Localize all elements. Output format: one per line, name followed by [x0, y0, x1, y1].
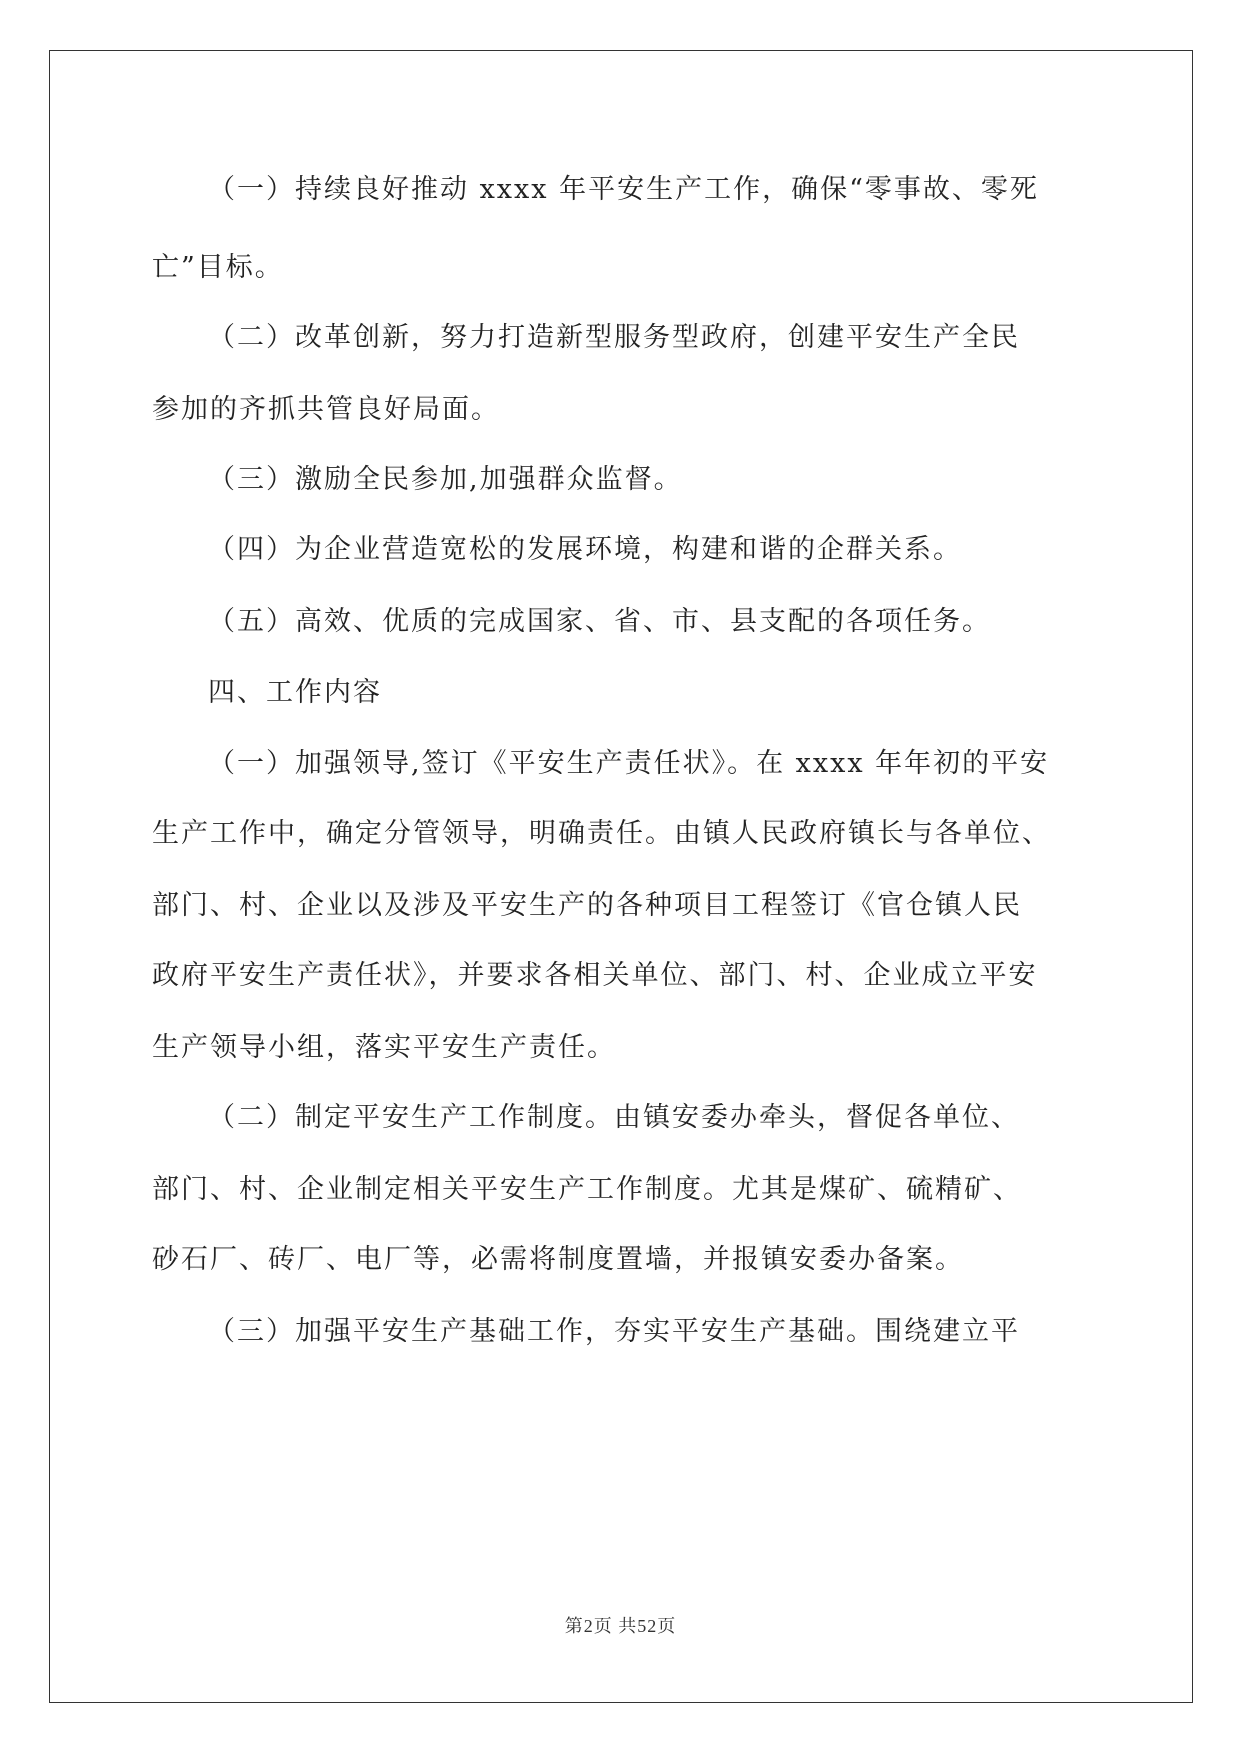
paragraph-line: 政府平安生产责任状》，并要求各相关单位、部门、村、企业成立平安 — [152, 960, 1038, 991]
paragraph-line: （五）高效、优质的完成国家、省、市、县支配的各项任务。 — [208, 606, 991, 637]
paragraph-line: 参加的齐抓共管良好局面。 — [152, 394, 500, 425]
paragraph-line: 部门、村、企业制定相关平安生产工作制度。尤其是煤矿、硫精矿、 — [152, 1174, 1022, 1205]
page-border — [49, 50, 1193, 1703]
paragraph-line: （二）制定平安生产工作制度。由镇安委办牵头，督促各单位、 — [208, 1102, 1020, 1133]
section-heading: 四、工作内容 — [208, 677, 382, 708]
paragraph-line: （四）为企业营造宽松的发展环境，构建和谐的企群关系。 — [208, 534, 962, 565]
paragraph-line: （一）持续良好推动 xxxx 年平安生产工作，确保“零事故、零死 — [208, 174, 1039, 205]
paragraph-line: （三）加强平安生产基础工作，夯实平安生产基础。围绕建立平 — [208, 1316, 1020, 1347]
paragraph-line: （三）激励全民参加,加强群众监督。 — [208, 464, 683, 495]
paragraph-line: 生产领导小组，落实平安生产责任。 — [152, 1032, 616, 1063]
paragraph-line: 亡”目标。 — [152, 252, 284, 283]
paragraph-line: 生产工作中，确定分管领导，明确责任。由镇人民政府镇长与各单位、 — [152, 818, 1051, 849]
page-number: 第2页 共52页 — [564, 1616, 677, 1636]
paragraph-line: （一）加强领导,签订《平安生产责任状》。在 xxxx 年年初的平安 — [208, 748, 1050, 779]
paragraph-line: （二）改革创新，努力打造新型服务型政府，创建平安生产全民 — [208, 322, 1020, 353]
paragraph-line: 砂石厂、砖厂、电厂等，必需将制度置墙，并报镇安委办备案。 — [152, 1244, 964, 1275]
paragraph-line: 部门、村、企业以及涉及平安生产的各种项目工程签订《官仓镇人民 — [152, 890, 1022, 921]
